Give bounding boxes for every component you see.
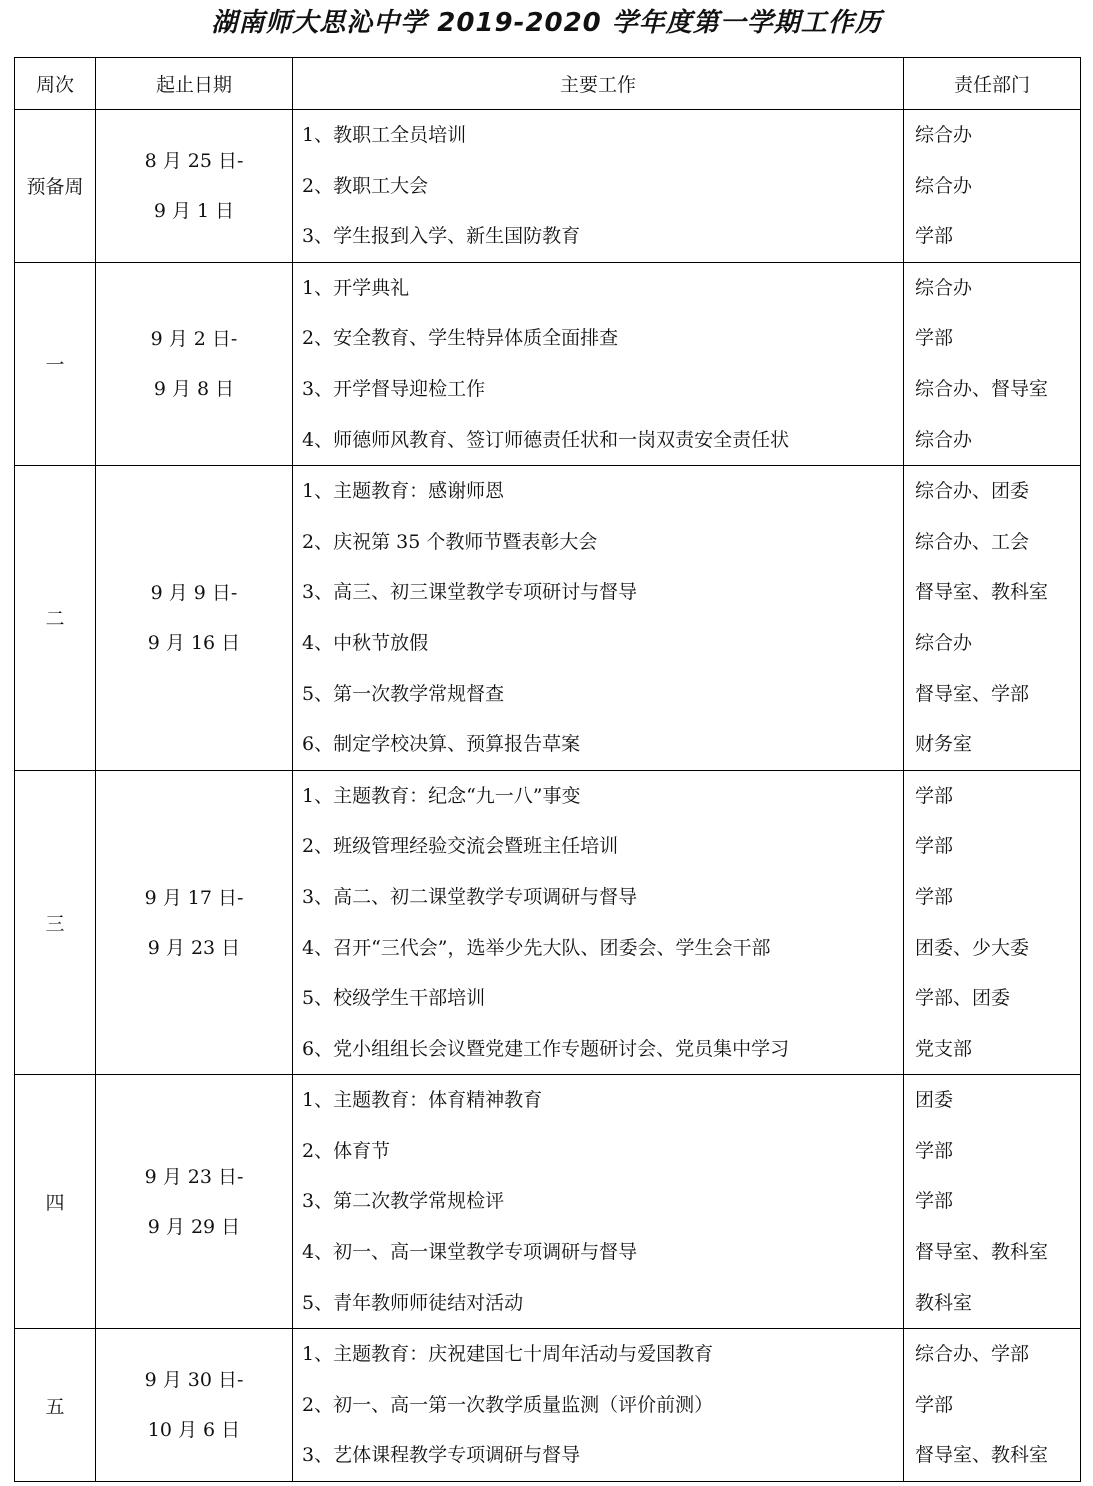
date-range-cell bbox=[96, 466, 293, 771]
task-item: 4、师德师风教育、签订师德责任状和一岗双责安全责任状 bbox=[302, 428, 790, 451]
date-end: 9 月 1 日 bbox=[153, 199, 235, 222]
date-end: 9 月 29 日 bbox=[147, 1215, 241, 1238]
task-item: 6、党小组组长会议暨党建工作专题研讨会、党员集中学习 bbox=[302, 1037, 790, 1060]
date-end: 9 月 8 日 bbox=[153, 377, 235, 400]
task-item: 3、高二、初二课堂教学专项调研与督导 bbox=[302, 885, 638, 908]
date-start: 9 月 2 日- bbox=[150, 327, 238, 350]
dept-item: 综合办 bbox=[915, 631, 973, 654]
task-item: 2、教职工大会 bbox=[302, 174, 429, 197]
week-cell: 一 bbox=[15, 262, 96, 465]
task-item: 6、制定学校决算、预算报告草案 bbox=[302, 733, 581, 756]
task-item: 4、中秋节放假 bbox=[302, 631, 429, 654]
task-item: 2、体育节 bbox=[302, 1139, 391, 1162]
dept-item: 督导室、教科室 bbox=[915, 1444, 1049, 1467]
week-cell: 四 bbox=[15, 1075, 96, 1329]
dept-item: 团委、少大委 bbox=[915, 936, 1030, 959]
dept-item: 学部、团委 bbox=[915, 987, 1011, 1010]
dept-item: 学部 bbox=[915, 784, 954, 807]
tasks-cell bbox=[293, 1329, 904, 1482]
dept-cell bbox=[904, 1329, 1081, 1482]
task-item: 2、班级管理经验交流会暨班主任培训 bbox=[302, 835, 619, 858]
table-header-row bbox=[15, 58, 1081, 110]
dept-item: 学部 bbox=[915, 225, 954, 248]
week-cell: 二 bbox=[15, 466, 96, 771]
dept-item: 综合办、工会 bbox=[915, 530, 1030, 553]
dept-item: 督导室、学部 bbox=[915, 682, 1030, 705]
table-row bbox=[15, 110, 1081, 263]
dept-item: 综合办 bbox=[915, 124, 973, 146]
dept-cell bbox=[904, 770, 1081, 1075]
date-start: 9 月 23 日- bbox=[144, 1165, 244, 1188]
task-item: 3、学生报到入学、新生国防教育 bbox=[302, 225, 581, 248]
task-item: 3、艺体课程教学专项调研与督导 bbox=[302, 1444, 581, 1467]
task-item: 3、高三、初三课堂教学专项研讨与督导 bbox=[302, 581, 638, 604]
task-item: 1、开学典礼 bbox=[302, 276, 410, 299]
date-start: 9 月 30 日- bbox=[144, 1369, 244, 1392]
date-range-cell bbox=[96, 770, 293, 1075]
dept-item: 综合办 bbox=[915, 428, 973, 451]
dept-item: 党支部 bbox=[915, 1037, 973, 1060]
week-cell: 三 bbox=[15, 770, 96, 1075]
header-dept: 责任部门 bbox=[904, 58, 1081, 110]
dept-item: 团委 bbox=[915, 1089, 954, 1112]
header-week: 周次 bbox=[15, 58, 96, 110]
work-calendar-table bbox=[14, 57, 1081, 1482]
task-item: 1、主题教育：感谢师恩 bbox=[302, 480, 505, 503]
tasks-cell bbox=[293, 110, 904, 263]
date-end: 9 月 16 日 bbox=[147, 631, 241, 654]
week-cell: 预备周 bbox=[15, 110, 96, 263]
header-date: 起止日期 bbox=[96, 58, 293, 110]
dept-cell bbox=[904, 1075, 1081, 1329]
dept-item: 学部 bbox=[915, 885, 954, 908]
task-item: 2、庆祝第 35 个教师节暨表彰大会 bbox=[302, 530, 598, 553]
task-item: 3、第二次教学常规检评 bbox=[302, 1190, 505, 1213]
date-range-cell bbox=[96, 110, 293, 263]
dept-item: 学部 bbox=[915, 835, 954, 858]
page-title: 湖南师大思沁中学 2019-2020 学年度第一学期工作历 bbox=[211, 8, 882, 38]
date-start: 9 月 17 日- bbox=[144, 886, 244, 909]
task-item: 1、教职工全员培训 bbox=[302, 124, 467, 146]
task-item: 4、召开“三代会”，选举少先大队、团委会、学生会干部 bbox=[302, 936, 771, 959]
tasks-cell bbox=[293, 466, 904, 771]
task-item: 1、主题教育：体育精神教育 bbox=[302, 1089, 543, 1112]
dept-item: 督导室、教科室 bbox=[915, 581, 1049, 604]
dept-item: 财务室 bbox=[915, 733, 973, 756]
table-row bbox=[15, 1075, 1081, 1329]
dept-item: 教科室 bbox=[915, 1291, 973, 1314]
dept-item: 综合办、学部 bbox=[915, 1343, 1030, 1366]
date-start: 9 月 9 日- bbox=[150, 581, 238, 604]
table-row bbox=[15, 1329, 1081, 1482]
table-row bbox=[15, 770, 1081, 1075]
date-range-cell bbox=[96, 262, 293, 465]
dept-item: 督导室、教科室 bbox=[915, 1241, 1049, 1264]
table-body bbox=[15, 110, 1081, 1482]
tasks-cell bbox=[293, 262, 904, 465]
date-range-cell bbox=[96, 1075, 293, 1329]
task-item: 2、安全教育、学生特异体质全面排查 bbox=[302, 327, 619, 350]
date-end: 10 月 6 日 bbox=[147, 1419, 241, 1442]
dept-item: 学部 bbox=[915, 1190, 954, 1213]
tasks-cell bbox=[293, 1075, 904, 1329]
tasks-cell bbox=[293, 770, 904, 1075]
task-item: 3、开学督导迎检工作 bbox=[302, 377, 486, 400]
task-item: 1、主题教育：庆祝建国七十周年活动与爱国教育 bbox=[302, 1343, 714, 1366]
dept-item: 学部 bbox=[915, 327, 954, 350]
date-end: 9 月 23 日 bbox=[147, 936, 241, 959]
task-item: 5、校级学生干部培训 bbox=[302, 987, 486, 1010]
date-start: 8 月 25 日- bbox=[144, 149, 244, 172]
dept-item: 综合办 bbox=[915, 174, 973, 197]
dept-cell bbox=[904, 466, 1081, 771]
table-row bbox=[15, 262, 1081, 465]
dept-item: 学部 bbox=[915, 1393, 954, 1416]
task-item: 5、第一次教学常规督查 bbox=[302, 682, 505, 705]
task-item: 2、初一、高一第一次教学质量监测（评价前测） bbox=[302, 1393, 714, 1416]
task-item: 1、主题教育：纪念“九一八”事变 bbox=[302, 784, 581, 807]
dept-item: 综合办、督导室 bbox=[915, 377, 1049, 400]
dept-cell bbox=[904, 262, 1081, 465]
dept-cell bbox=[904, 110, 1081, 263]
dept-item: 综合办、团委 bbox=[915, 480, 1030, 503]
task-item: 4、初一、高一课堂教学专项调研与督导 bbox=[302, 1241, 638, 1264]
date-range-cell bbox=[96, 1329, 293, 1482]
dept-item: 综合办 bbox=[915, 276, 973, 299]
week-cell: 五 bbox=[15, 1329, 96, 1482]
header-tasks: 主要工作 bbox=[293, 58, 904, 110]
table-row bbox=[15, 466, 1081, 771]
dept-item: 学部 bbox=[915, 1139, 954, 1162]
task-item: 5、青年教师师徒结对活动 bbox=[302, 1291, 524, 1314]
